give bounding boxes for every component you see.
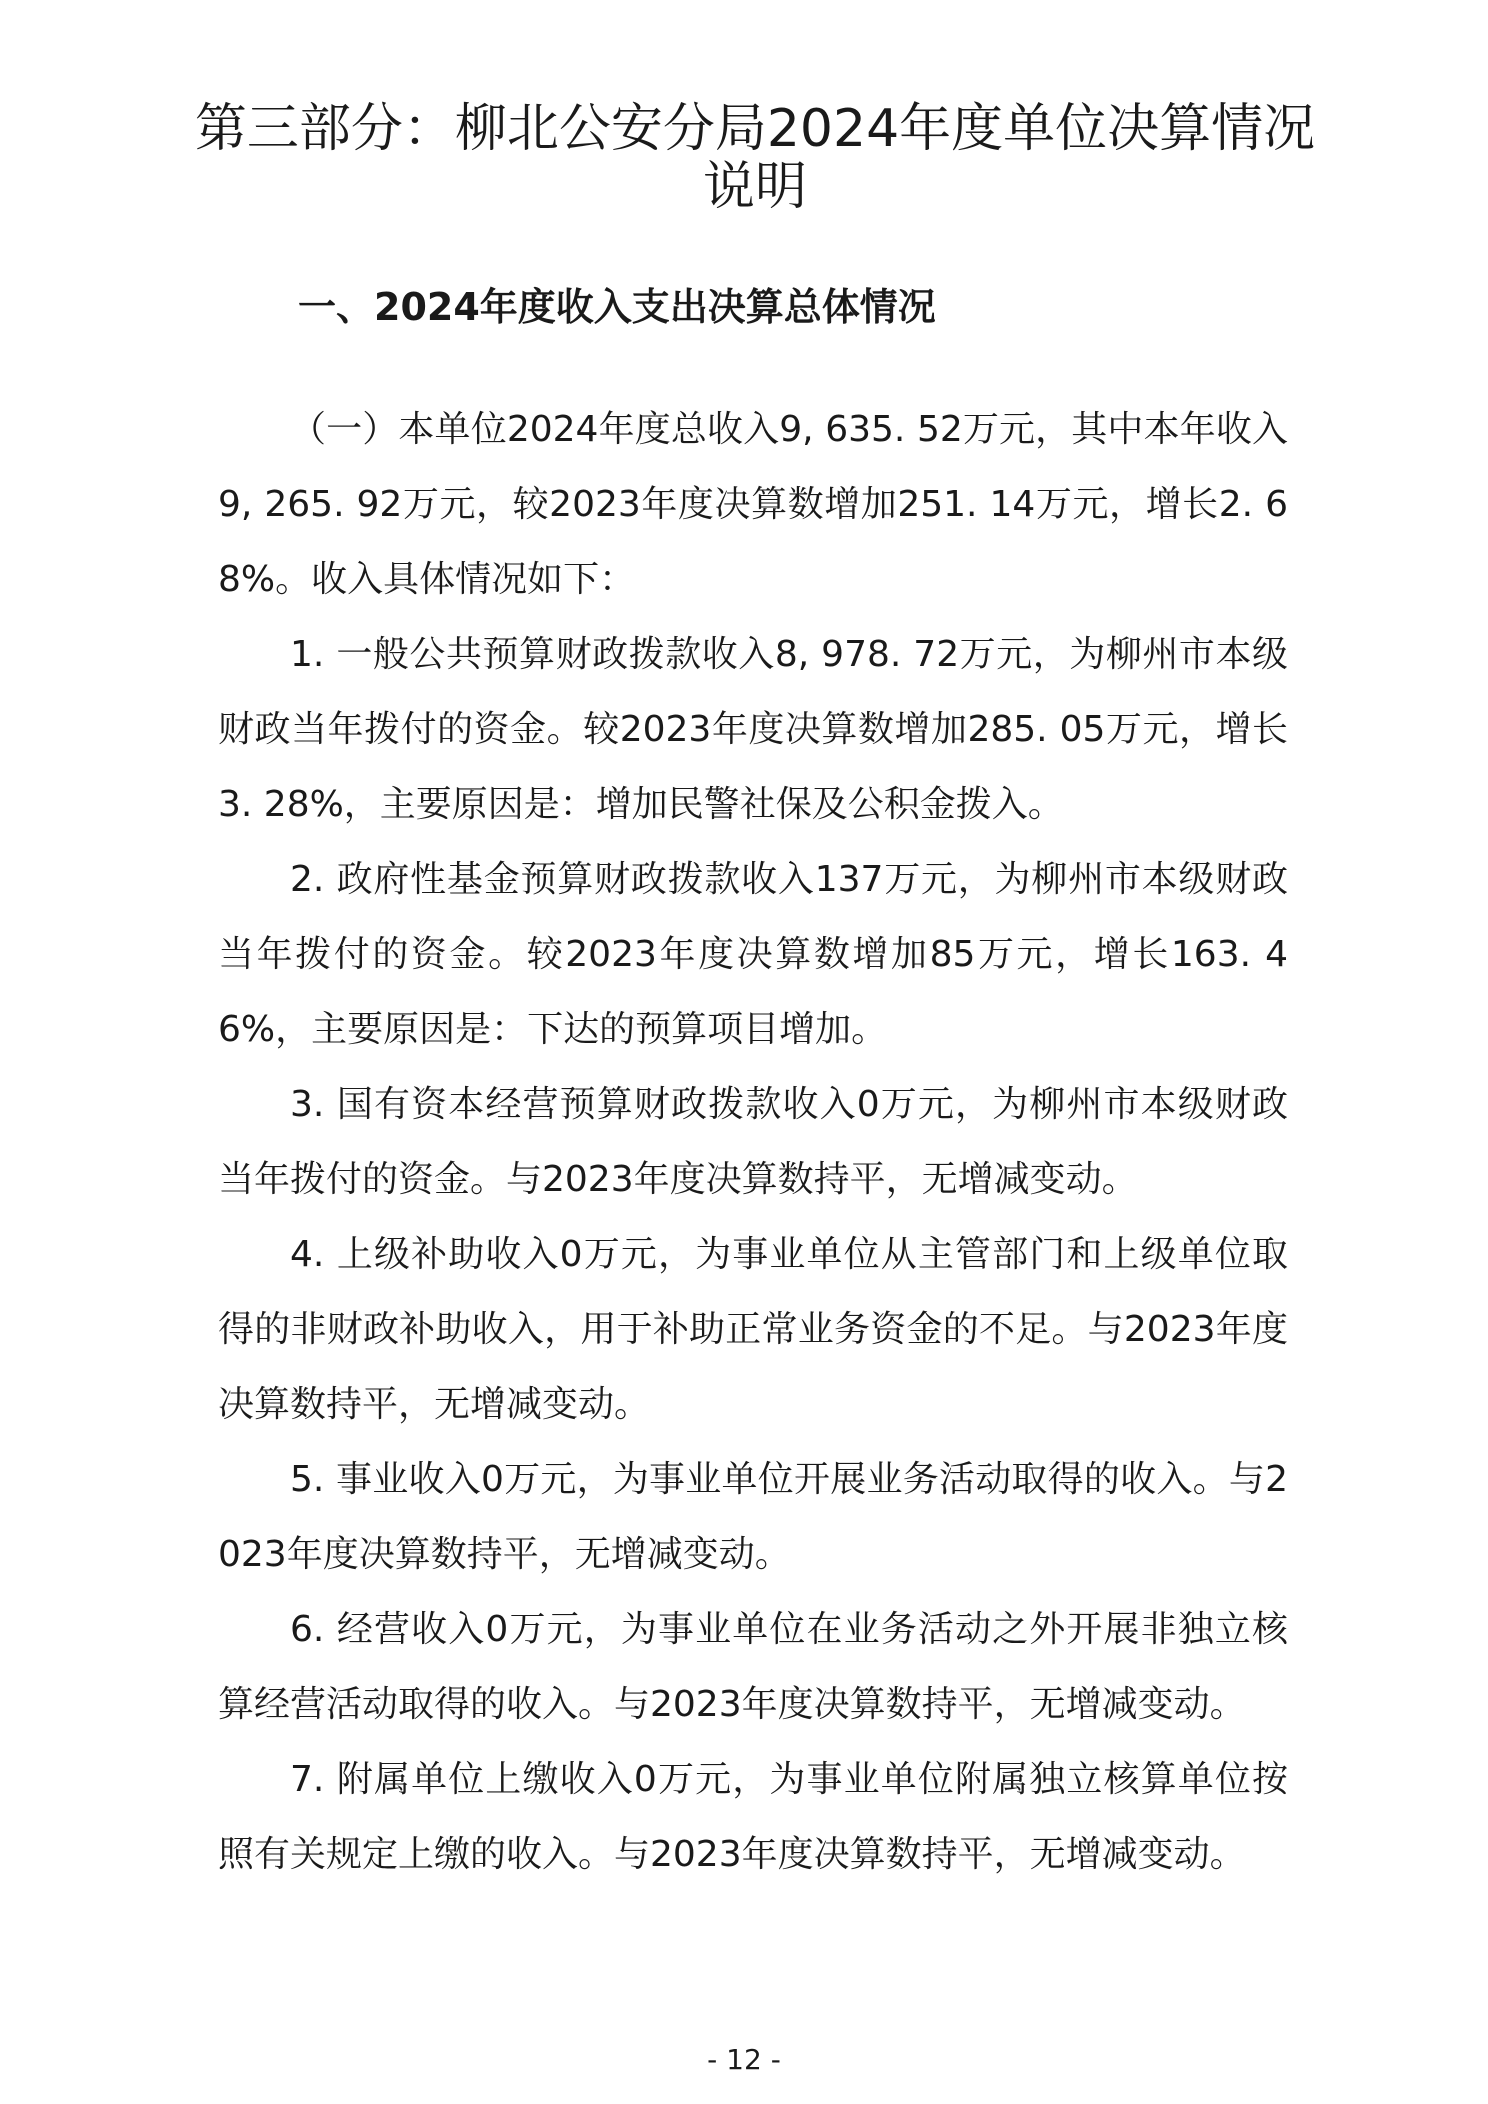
paragraph-state-capital: 3. 国有资本经营预算财政拨款收入0万元，为柳州市本级财政当年拨付的资金。与2023年度决算数持平，无增减变动。 [218, 1084, 1288, 1200]
paragraph-operating-income: 6. 经营收入0万元，为事业单位在业务活动之外开展非独立核算经营活动取得的收入。与2023年度决算数持平，无增减变动。 [218, 1609, 1288, 1725]
paragraph-total-income: （一）本单位2024年度总收入9, 635. 52万元，其中本年收入9, 265. 92万元，较2023年度决算数增加251. 14万元，增长2. 68%。收入具体情况如下： [218, 409, 1288, 600]
body-text [218, 392, 1288, 1892]
paragraph-superior-subsidy: 4. 上级补助收入0万元，为事业单位从主管部门和上级单位取得的非财政补助收入，用于补助正常业务资金的不足。与2023年度决算数持平，无增减变动。 [218, 1234, 1288, 1425]
page-number: - 12 - [707, 2043, 781, 2076]
page-title: 第三部分：柳北公安分局2024年度单位决算情况说明 [194, 99, 1316, 217]
paragraph-business-income: 5. 事业收入0万元，为事业单位开展业务活动取得的收入。与2023年度决算数持平，无增减变动。 [218, 1459, 1288, 1575]
paragraph-affiliated-income: 7. 附属单位上缴收入0万元，为事业单位附属独立核算单位按照有关规定上缴的收入。与2023年度决算数持平，无增减变动。 [218, 1759, 1288, 1875]
paragraph-general-budget: 1. 一般公共预算财政拨款收入8, 978. 72万元，为柳州市本级财政当年拨付的资金。较2023年度决算数增加285. 05万元，增长3. 28%，主要原因是：增加民警社保及公积金拨入。 [218, 634, 1288, 825]
paragraph-government-fund: 2. 政府性基金预算财政拨款收入137万元，为柳州市本级财政当年拨付的资金。较2023年度决算数增加85万元，增长163. 46%，主要原因是：下达的预算项目增加。 [218, 859, 1288, 1050]
section-heading: 一、2024年度收入支出决算总体情况 [298, 285, 936, 329]
